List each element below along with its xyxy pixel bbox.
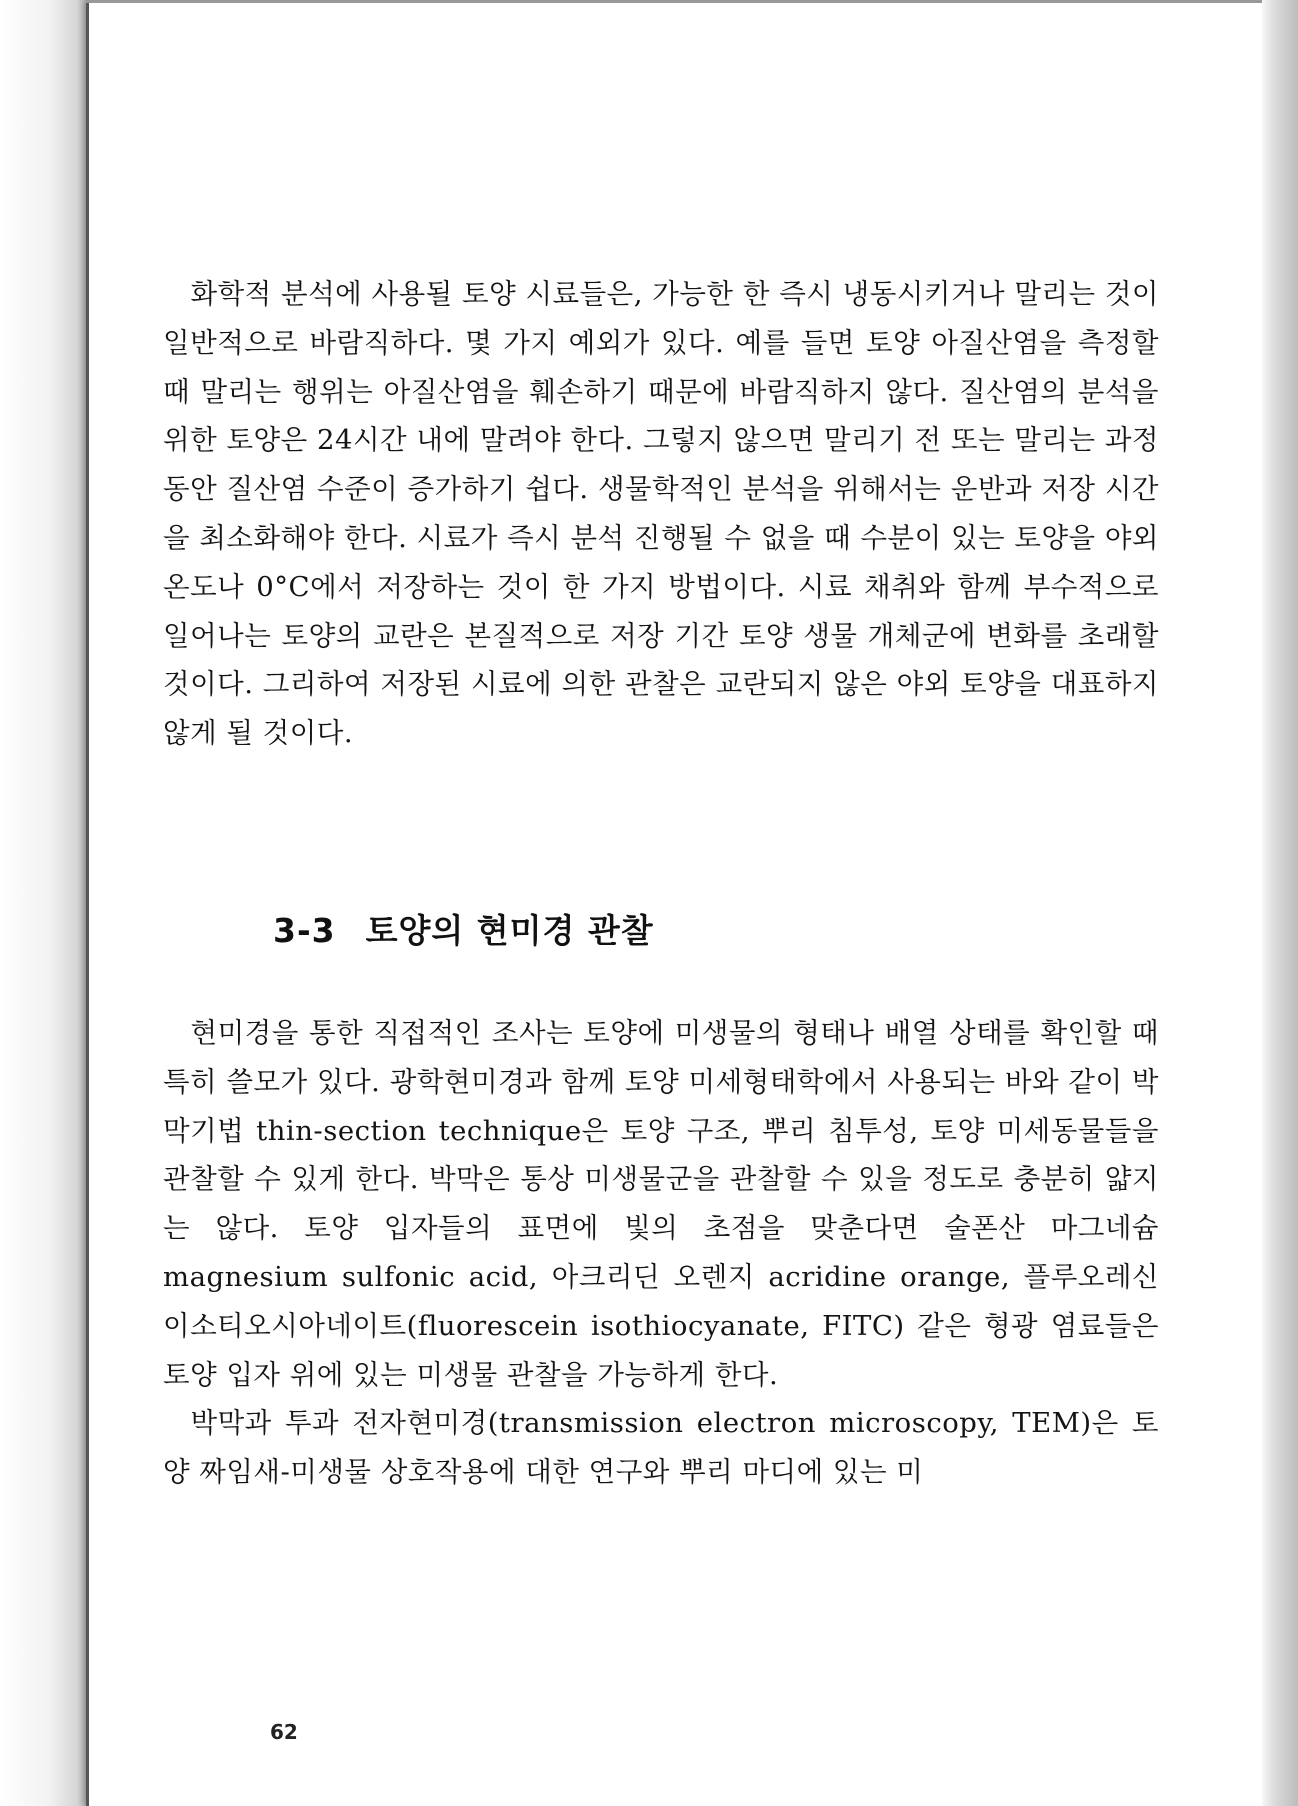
- book-page-shadow-left: [0, 0, 90, 1806]
- section-number: 3-3: [273, 911, 336, 950]
- paragraph-microscopy-intro: 현미경을 통한 직접적인 조사는 토양에 미생물의 형태나 배열 상태를 확인할 때 특히 쓸모가 있다. 광학현미경과 함께 토양 미세형태학에서 사용되는 바와 같이 박막기법 thin-section technique은 토양 구조, 뿌리 침투성, 토양 미세동물들을 관찰할 수 있게 한다. 박막은 통상 미생물군을 관찰할 수 있을 정도로 충분히 얇지는 않다. 토양 입자들의 표면에 빛의 초점을 맞춘다면 술폰산 마그네슘 magnesium sulfonic acid, 아크리딘 오렌지 acridine orange, 플루오레신 이소티오시아네이트(fluorescein isothiocyanate, FITC) 같은 형광 염료들은 토양 입자 위에 있는 미생물 관찰을 가능하게 한다.: [163, 1017, 1159, 1391]
- page-number: 62: [270, 1720, 298, 1744]
- page-edge-top: [86, 0, 1262, 3]
- section-heading: [273, 909, 654, 953]
- book-page-shadow-right: [1262, 0, 1298, 1806]
- section-body: [163, 1009, 1159, 1497]
- paragraph-soil-sample-storage: 화학적 분석에 사용될 토양 시료들은, 가능한 한 즉시 냉동시키거나 말리는 것이 일반적으로 바람직하다. 몇 가지 예외가 있다. 예를 들면 토양 아질산염을 측정할 때 말리는 행위는 아질산염을 훼손하기 때문에 바람직하지 않다. 질산염의 분석을 위한 토양은 24시간 내에 말려야 한다. 그렇지 않으면 말리기 전 또는 말리는 과정 동안 질산염 수준이 증가하기 쉽다. 생물학적인 분석을 위해서는 운반과 저장 시간을 최소화해야 한다. 시료가 즉시 분석 진행될 수 없을 때 수분이 있는 토양을 야외 온도나 0°C에서 저장하는 것이 한 가지 방법이다. 시료 채취와 함께 부수적으로 일어나는 토양의 교란은 본질적으로 저장 기간 토양 생물 개체군에 변화를 초래할 것이다. 그리하여 저장된 시료에 의한 관찰은 교란되지 않은 야외 토양을 대표하지 않게 될 것이다.: [163, 278, 1159, 750]
- paragraph-tem: 박막과 투과 전자현미경(transmission electron microscopy, TEM)은 토양 짜임새-미생물 상호작용에 대한 연구와 뿌리 마디에 있는 미: [163, 1407, 1159, 1489]
- section-title: 토양의 현미경 관찰: [365, 911, 654, 950]
